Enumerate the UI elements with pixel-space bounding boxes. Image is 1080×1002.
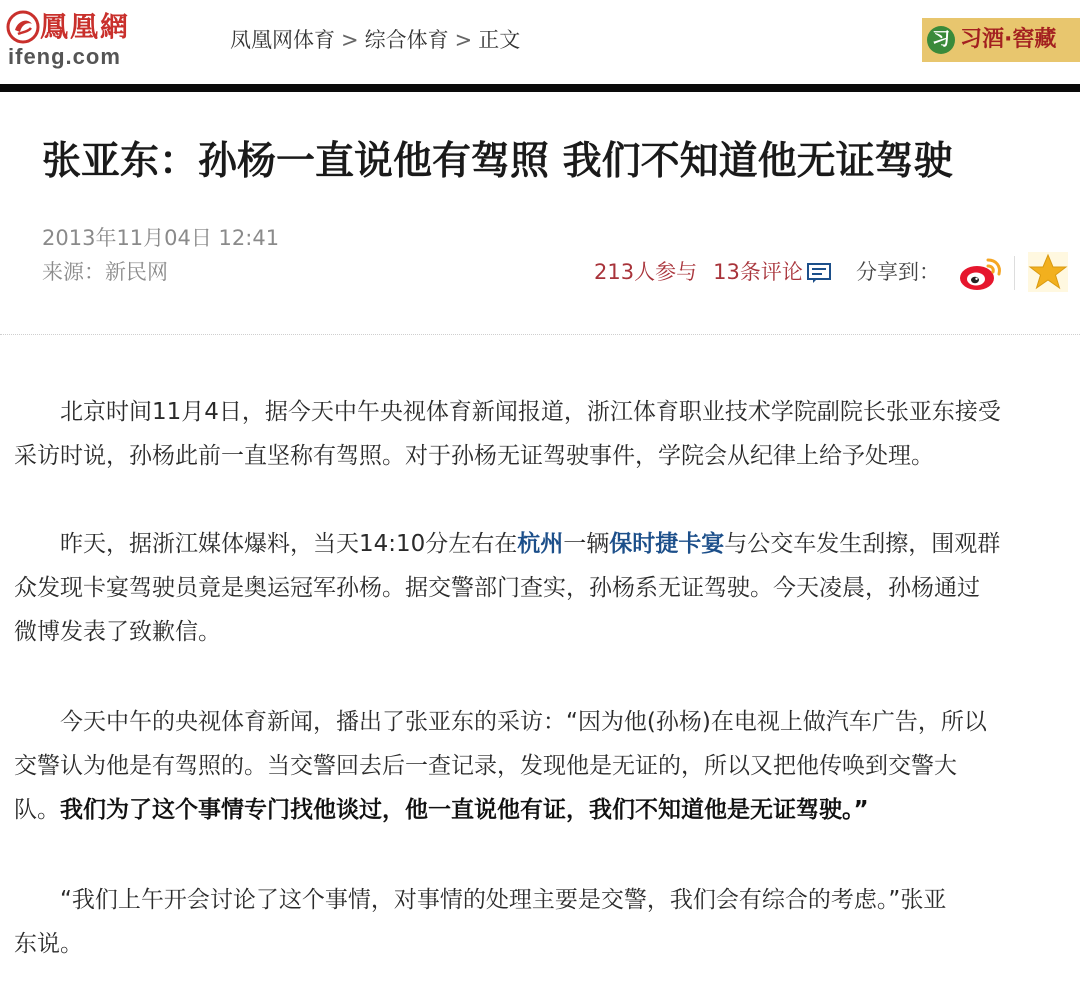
paragraph-line: 微博发表了致歉信。 xyxy=(14,619,221,645)
text-span: 昨天，据浙江媒体爆料，当天14:10分左右在 xyxy=(14,531,518,557)
paragraph-line xyxy=(14,522,1080,566)
text-span: 一辆 xyxy=(563,531,610,557)
bold-quote: 我们为了这个事情专门找他谈过，他一直说他有证，我们不知道他是无证驾驶。” xyxy=(60,797,869,823)
breadcrumb-item-sports[interactable]: 凤凰网体育 xyxy=(230,28,335,52)
paragraph-line: 今天中午的央视体育新闻，播出了张亚东的采访：“因为他(孙杨)在电视上做汽车广告，所以 xyxy=(14,709,987,735)
ad-logo-icon: 习 xyxy=(927,26,955,54)
section-divider xyxy=(0,334,1080,335)
breadcrumb-item-general-sports[interactable]: 综合体育 xyxy=(364,28,449,52)
engagement-meta xyxy=(594,258,831,286)
ad-banner[interactable] xyxy=(922,18,1080,62)
share-divider xyxy=(1014,256,1015,290)
text-span: 与公交车发生刮擦，围观群 xyxy=(724,531,1001,557)
breadcrumb-separator: > xyxy=(454,28,473,52)
phoenix-logo-icon xyxy=(6,10,40,44)
text-span: 队。 xyxy=(14,797,60,823)
paragraph-line xyxy=(14,788,1080,832)
paragraph-line: 众发现卡宴驾驶员竟是奥运冠军孙杨。据交警部门查实，孙杨系无证驾驶。今天凌晨，孙杨通过 xyxy=(14,575,980,601)
weibo-icon[interactable] xyxy=(958,254,1004,292)
paragraph-1 xyxy=(14,390,1080,478)
article-source: 来源：新民网 xyxy=(42,260,168,284)
breadcrumb xyxy=(230,26,520,54)
paragraph-line: “我们上午开会讨论了这个事情，对事情的处理主要是交警，我们会有综合的考虑。”张亚 xyxy=(14,887,947,913)
article-title: 张亚东：孙杨一直说他有驾照 我们不知道他无证驾驶 xyxy=(42,139,953,184)
paragraph-line: 交警认为他是有驾照的。当交警回去后一查记录，发现他是无证的，所以又把他传唤到交警大 xyxy=(14,753,957,779)
ad-text: 习酒·窖藏 xyxy=(960,27,1057,52)
paragraph-4 xyxy=(14,878,1080,966)
link-hangzhou[interactable]: 杭州 xyxy=(517,531,564,557)
paragraph-2 xyxy=(14,522,1080,654)
publish-date: 2013年11月04日 12:41 xyxy=(42,226,280,250)
comment-icon[interactable] xyxy=(807,263,831,283)
star-icon[interactable] xyxy=(1028,252,1068,292)
site-header xyxy=(0,0,1080,86)
paragraph-line: 东说。 xyxy=(14,931,83,957)
comments-link[interactable]: 13条评论 xyxy=(713,260,803,284)
header-divider xyxy=(0,84,1080,92)
participants-count[interactable]: 213人参与 xyxy=(594,260,698,284)
breadcrumb-separator: > xyxy=(341,28,359,52)
paragraph-line: 采访时说，孙杨此前一直坚称有驾照。对于孙杨无证驾驶事件，学院会从纪律上给予处理。 xyxy=(14,443,934,469)
site-logo[interactable] xyxy=(6,8,156,70)
logo-text-en: ifeng.com xyxy=(8,44,121,69)
paragraph-3 xyxy=(14,700,1080,832)
link-porsche-cayenne[interactable]: 保时捷卡宴 xyxy=(609,531,725,557)
paragraph-line: 北京时间11月4日，据今天中午央视体育新闻报道，浙江体育职业技术学院副院长张亚东接受 xyxy=(14,399,1001,425)
breadcrumb-item-current: 正文 xyxy=(478,28,521,52)
logo-text-cn: 鳳凰網 xyxy=(40,10,131,43)
share-label: 分享到： xyxy=(856,260,940,284)
